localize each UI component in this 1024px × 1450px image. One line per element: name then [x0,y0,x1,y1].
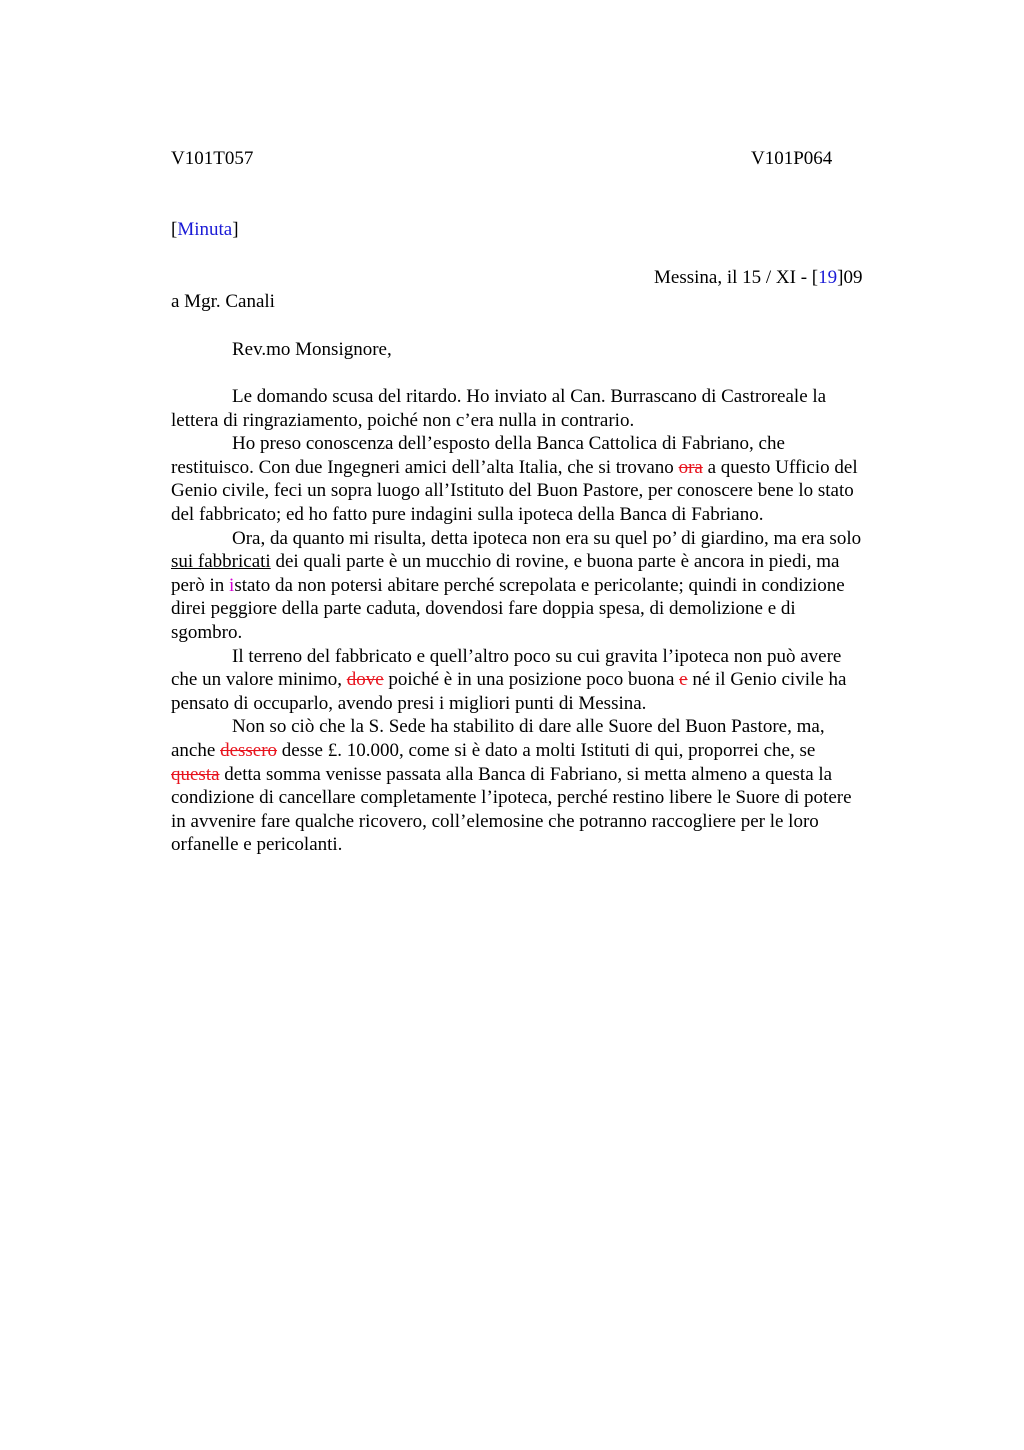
addressee: a Mgr. Canali [171,291,275,312]
paragraph-5-line: in avvenire fare qualche ricovero, coll’elemosine che potranno raccogliere per le loro [171,810,819,832]
paragraph-1-line: lettera di ringraziamento, poiché non c’era nulla in contrario. [171,409,635,431]
paragraph-4-line: pensato di occuparlo, avendo presi i migliori punti di Messina. [171,692,647,714]
text-segment: però in [171,574,230,596]
text-segment: né il Genio civile ha [687,669,847,691]
letter-body [171,385,931,857]
bracket-close: ] [232,219,239,240]
paragraph-2-line: Genio civile, feci un sopra luogo all’Istituto del Buon Pastore, per conoscere bene lo stato [171,480,854,502]
text-segment: dei quali parte è un mucchio di rovine, e buona parte è ancora in piedi, ma [270,551,840,573]
bracket-open: [ [171,219,178,240]
corrected-letter: i [229,574,235,596]
paragraph-3-line [171,550,931,574]
text-segment: anche [171,739,221,761]
deleted-word: dove [346,669,384,691]
paragraph-5-line [171,763,931,787]
text-segment: detta somma venisse passata alla Banca di Fabriano, si metta almeno a questa la [219,763,833,785]
paragraph-4-line: Il terreno del fabbricato e quell’altro poco su cui gravita l’ipoteca non può avere [232,645,842,667]
paragraph-2-line: del fabbricato; ed ho fatto pure indagini sulla ipoteca della Banca di Fabriano. [171,503,764,525]
text-segment: stato da non potersi abitare perché screpolata e pericolante; quindi in condizione [234,574,845,596]
deleted-word: questa [171,763,220,785]
deleted-word: dessero [220,739,278,761]
text-segment: desse £. 10.000, come si è dato a molti Istituti di qui, proporrei che, se [277,739,816,761]
date-pre: Messina, il 15 / XI - [ [654,267,819,288]
paragraph-4-line [171,668,931,692]
paragraph-2-line: Ho preso conoscenza dell’esposto della Banca Cattolica di Fabriano, che [232,433,785,455]
date-year-addition: 19 [818,267,838,288]
date-post: ]09 [837,267,863,288]
paragraph-3-line: sgombro. [171,621,243,643]
salutation: Rev.mo Monsignore, [232,339,392,360]
paragraph-5-line: condizione di cancellare completamente l’ipoteca, perché restino libere le Suore di potere [171,787,852,809]
paragraph-5-line: orfanelle e pericolanti. [171,834,343,856]
text-segment: poiché è in una posizione poco buona [383,669,680,691]
paragraph-3-line [171,574,931,598]
text-segment: che un valore minimo, [171,669,347,691]
letter-date [654,266,862,290]
underlined-phrase: sui fabbricati [171,551,271,573]
draft-word: Minuta [177,219,233,240]
document-code-right: V101P064 [751,148,833,169]
text-segment: restituisco. Con due Ingegneri amici dell’alta Italia, che si trovano [171,456,679,478]
paragraph-3-line: direi peggiore della parte caduta, dovendosi fare doppia spesa, di demolizione e di [171,598,796,620]
paragraph-5-line: Non so ciò che la S. Sede ha stabilito di dare alle Suore del Buon Pastore, ma, [232,716,825,738]
text-segment: a questo Ufficio del [702,456,858,478]
document-code-left: V101T057 [171,148,254,169]
deleted-word: e [679,669,688,691]
paragraph-3-line: Ora, da quanto mi risulta, detta ipoteca non era su quel po’ di giardino, ma era solo [232,527,862,549]
paragraph-1-line: Le domando scusa del ritardo. Ho inviato al Can. Burrascano di Castroreale la [232,386,827,407]
paragraph-5-line [171,739,931,763]
paragraph-2-line [171,456,931,480]
deleted-word: ora [678,456,703,478]
draft-label [171,218,239,242]
